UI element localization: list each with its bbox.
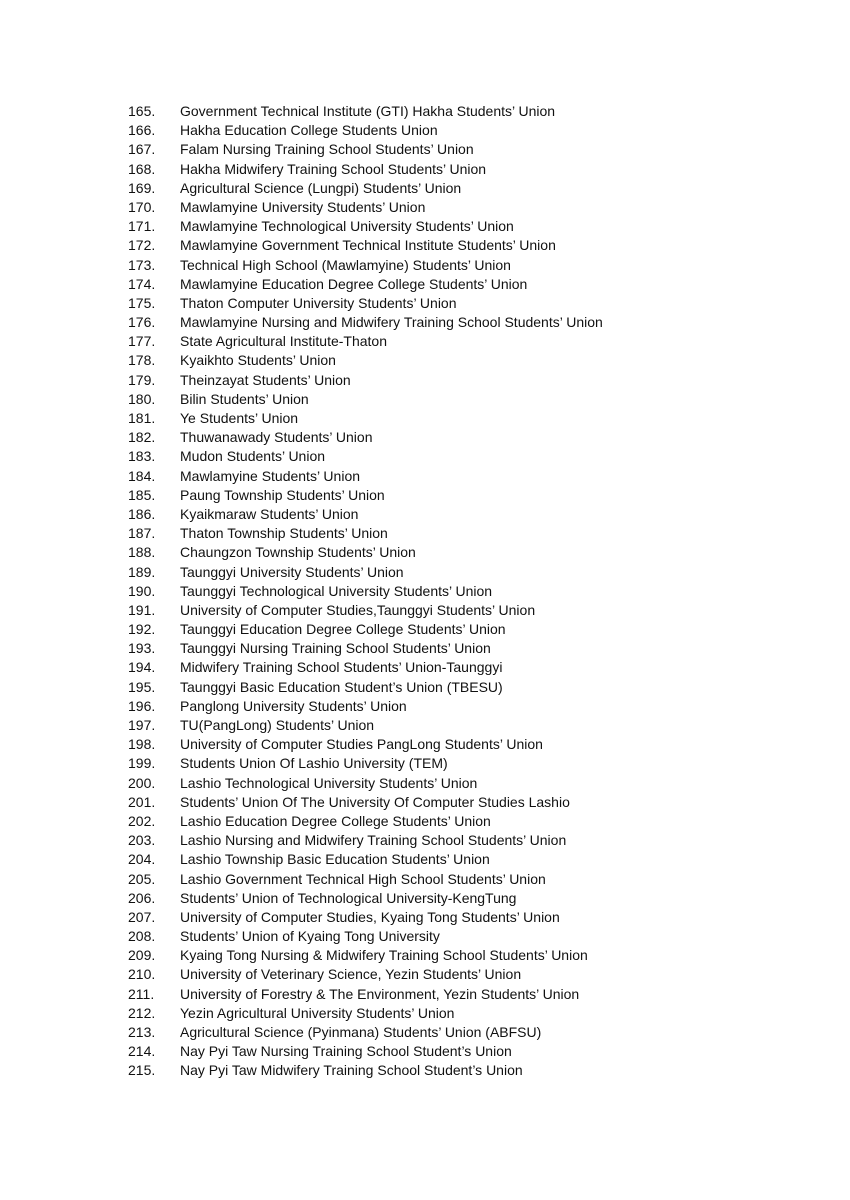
- item-text: Government Technical Institute (GTI) Hakha Students’ Union: [180, 103, 556, 119]
- item-text: Students Union Of Lashio University (TEM): [180, 755, 448, 772]
- item-number: 203.: [128, 832, 156, 849]
- item-number: 177.: [128, 333, 156, 350]
- list-item: [128, 121, 603, 140]
- list-item: [128, 563, 603, 582]
- item-number: 186.: [128, 505, 156, 522]
- item-text: Hakha Education College Students Union: [180, 122, 438, 139]
- item-number: 200.: [128, 774, 156, 791]
- item-text: Lashio Government Technical High School Students’ Union: [180, 870, 546, 887]
- item-text: Chaungzon Township Students’ Union: [180, 544, 416, 561]
- item-number: 187.: [128, 525, 156, 542]
- item-text: Taunggyi Nursing Training School Students’ Union: [180, 640, 491, 657]
- list-item: [128, 716, 603, 735]
- list-item: [128, 217, 603, 236]
- item-text: Taunggyi University Students’ Union: [180, 563, 404, 580]
- list-item: [128, 582, 603, 601]
- item-number: 188.: [128, 544, 156, 561]
- item-text: Paung Township Students’ Union: [180, 486, 385, 503]
- list-item: [128, 409, 603, 428]
- list-item: [128, 735, 603, 754]
- item-text: Lashio Education Degree College Students’ Union: [180, 812, 491, 829]
- list-item: [128, 256, 603, 275]
- list-item: [128, 965, 603, 984]
- item-text: Lashio Nursing and Midwifery Training School Students’ Union: [180, 832, 567, 849]
- list-item: [128, 850, 603, 869]
- list-item: [128, 179, 603, 198]
- list-item: [128, 275, 603, 294]
- list-item: [128, 371, 603, 390]
- item-number: 178.: [128, 352, 156, 369]
- item-number: 182.: [128, 429, 156, 446]
- item-number: 166.: [128, 122, 156, 139]
- item-text: Lashio Technological University Students’ Union: [180, 774, 478, 791]
- item-text: Thaton Computer University Students’ Union: [180, 294, 457, 311]
- item-text: Agricultural Science (Pyinmana) Students’ Union (ABFSU): [180, 1024, 542, 1040]
- item-number: 189.: [128, 563, 156, 580]
- item-number: 179.: [128, 371, 156, 388]
- list-item: [128, 1023, 603, 1042]
- list-item: [128, 102, 603, 121]
- list-item: [128, 697, 603, 716]
- list-item: [128, 140, 603, 159]
- list-item: [128, 793, 603, 812]
- item-number: 212.: [128, 1004, 156, 1021]
- item-text: Mawlamyine Students’ Union: [180, 467, 361, 484]
- item-number: 181.: [128, 410, 156, 426]
- list-item: [128, 620, 603, 639]
- list-item: [128, 908, 603, 927]
- item-text: Lashio Township Basic Education Students’ Union: [180, 851, 490, 868]
- item-number: 207.: [128, 908, 156, 925]
- item-number: 180.: [128, 390, 156, 407]
- item-text: Students’ Union of Technological University-KengTung: [180, 889, 517, 906]
- list-item: [128, 428, 603, 447]
- item-text: University of Veterinary Science, Yezin Students’ Union: [180, 966, 522, 983]
- item-text: Students’ Union of Kyaing Tong University: [180, 928, 440, 945]
- item-text: Technical High School (Mawlamyine) Students’ Union: [180, 256, 511, 273]
- list-item: [128, 390, 603, 409]
- list-item: [128, 658, 603, 677]
- item-text: Mawlamyine Technological University Students’ Union: [180, 218, 514, 235]
- item-number: 190.: [128, 582, 156, 599]
- item-text: Kyaikhto Students’ Union: [180, 352, 336, 369]
- item-number: 193.: [128, 640, 156, 657]
- list-item: [128, 467, 603, 486]
- item-text: Kyaikmaraw Students’ Union: [180, 505, 359, 522]
- list-item: [128, 927, 603, 946]
- item-number: 191.: [128, 601, 156, 618]
- item-number: 171.: [128, 218, 156, 235]
- item-text: Mawlamyine Education Degree College Students’ Union: [180, 275, 528, 292]
- list-item: [128, 678, 603, 697]
- item-text: Ye Students’ Union: [180, 410, 299, 426]
- item-text: Theinzayat Students’ Union: [180, 371, 351, 388]
- item-text: TU(PangLong) Students’ Union: [180, 717, 375, 733]
- item-text: Mudon Students’ Union: [180, 448, 326, 465]
- list-item: [128, 505, 603, 524]
- item-number: 176.: [128, 314, 156, 331]
- item-number: 168.: [128, 160, 156, 177]
- item-number: 185.: [128, 486, 156, 503]
- item-number: 214.: [128, 1043, 156, 1060]
- item-text: Bilin Students’ Union: [180, 390, 309, 407]
- item-number: 215.: [128, 1062, 156, 1079]
- list-item: [128, 639, 603, 658]
- item-text: Kyaing Tong Nursing & Midwifery Training School Students’ Union: [180, 947, 588, 964]
- item-number: 199.: [128, 755, 156, 772]
- item-number: 211.: [128, 985, 155, 1002]
- item-text: Taunggyi Technological University Students’ Union: [180, 582, 493, 599]
- item-number: 194.: [128, 659, 156, 676]
- item-number: 213.: [128, 1024, 156, 1040]
- list-item: [128, 332, 603, 351]
- item-text: Thuwanawady Students’ Union: [180, 429, 373, 446]
- item-number: 172.: [128, 237, 156, 254]
- item-text: University of Computer Studies PangLong Students’ Union: [180, 736, 543, 753]
- list-item: [128, 754, 603, 773]
- list-item: [128, 985, 603, 1004]
- list-item: [128, 447, 603, 466]
- item-number: 183.: [128, 448, 156, 465]
- item-text: Falam Nursing Training School Students’ Union: [180, 141, 474, 158]
- item-number: 197.: [128, 717, 156, 733]
- item-text: Nay Pyi Taw Midwifery Training School Student’s Union: [180, 1062, 523, 1079]
- item-number: 205.: [128, 870, 156, 887]
- item-text: Taunggyi Education Degree College Students’ Union: [180, 621, 506, 638]
- list-item: [128, 294, 603, 313]
- item-number: 195.: [128, 678, 156, 695]
- item-number: 173.: [128, 256, 156, 273]
- item-number: 206.: [128, 889, 156, 906]
- item-text: Panglong University Students’ Union: [180, 697, 407, 714]
- list-item: [128, 889, 603, 908]
- item-text: Mawlamyine Nursing and Midwifery Training School Students’ Union: [180, 314, 603, 331]
- list-item: [128, 313, 603, 332]
- list-item: [128, 831, 603, 850]
- item-number: 204.: [128, 851, 156, 868]
- item-number: 192.: [128, 621, 156, 638]
- list-item: [128, 946, 603, 965]
- list-item: [128, 524, 603, 543]
- item-text: Hakha Midwifery Training School Students’ Union: [180, 160, 487, 177]
- list-item: [128, 486, 603, 505]
- list-item: [128, 812, 603, 831]
- item-text: University of Forestry & The Environment, Yezin Students’ Union: [180, 985, 580, 1002]
- item-number: 170.: [128, 198, 156, 215]
- item-text: Taunggyi Basic Education Student’s Union (TBESU): [180, 678, 503, 695]
- item-text: Agricultural Science (Lungpi) Students’ Union: [180, 179, 462, 196]
- item-text: Midwifery Training School Students’ Union-Taunggyi: [180, 659, 503, 676]
- list-item: [128, 198, 603, 217]
- item-number: 174.: [128, 275, 156, 292]
- list-item: [128, 601, 603, 620]
- item-number: 201.: [128, 793, 156, 810]
- list-item: [128, 774, 603, 793]
- item-text: Mawlamyine Government Technical Institute Students’ Union: [180, 237, 556, 254]
- item-text: Students’ Union Of The University Of Computer Studies Lashio: [180, 793, 570, 810]
- item-number: 184.: [128, 467, 156, 484]
- item-text: Mawlamyine University Students’ Union: [180, 198, 426, 215]
- item-number: 208.: [128, 928, 156, 945]
- item-text: University of Computer Studies,Taunggyi Students’ Union: [180, 601, 536, 618]
- item-text: Thaton Township Students’ Union: [180, 525, 388, 542]
- item-text: State Agricultural Institute-Thaton: [180, 333, 387, 350]
- list-item: [128, 160, 603, 179]
- item-number: 169.: [128, 179, 156, 196]
- list-item: [128, 1042, 603, 1061]
- list-item: [128, 1004, 603, 1023]
- item-number: 167.: [128, 141, 156, 158]
- item-text: Yezin Agricultural University Students’ Union: [180, 1004, 455, 1021]
- item-number: 165.: [128, 103, 156, 119]
- item-text: Nay Pyi Taw Nursing Training School Student’s Union: [180, 1043, 512, 1060]
- item-number: 175.: [128, 294, 156, 311]
- list-item: [128, 870, 603, 889]
- list-item: [128, 543, 603, 562]
- item-number: 209.: [128, 947, 156, 964]
- union-list: [128, 102, 603, 1081]
- item-number: 196.: [128, 697, 156, 714]
- item-number: 202.: [128, 812, 156, 829]
- list-item: [128, 1061, 603, 1080]
- item-number: 210.: [128, 966, 156, 983]
- list-item: [128, 351, 603, 370]
- item-text: University of Computer Studies, Kyaing Tong Students’ Union: [180, 908, 560, 925]
- item-number: 198.: [128, 736, 156, 753]
- list-item: [128, 236, 603, 255]
